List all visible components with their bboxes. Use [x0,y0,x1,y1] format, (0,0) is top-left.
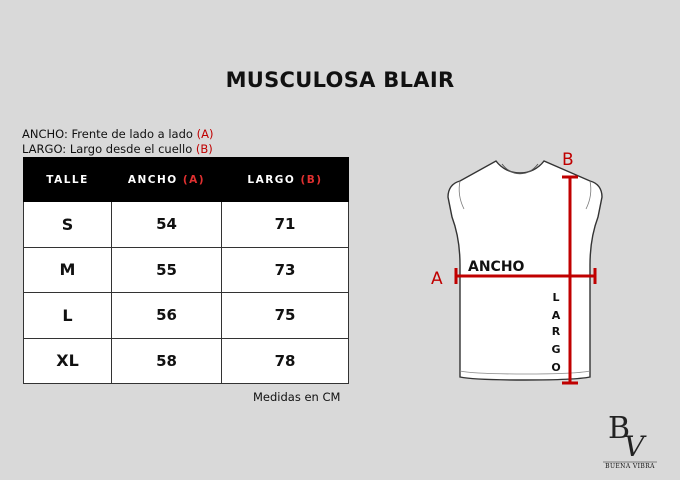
cell-ancho: 56 [112,293,222,339]
brand-caption: BUENA VIBRA [605,463,655,470]
table-header-row [24,158,349,202]
largo-letter: A [551,309,561,322]
legend-largo-text: LARGO: Largo desde el cuello [22,142,193,156]
cell-ancho: 58 [112,338,222,384]
cell-size: M [24,247,112,293]
legend-ancho-text: ANCHO: Frente de lado a lado [22,127,193,141]
cell-largo: 75 [222,293,349,339]
header-ancho [112,158,222,202]
ancho-label: ANCHO [468,259,525,275]
legend-ancho [22,127,213,142]
header-largo [222,158,349,202]
brand-monogram-icon [600,408,660,468]
largo-letter: R [551,325,561,338]
legend-ancho-mark: (A) [196,127,214,141]
legend-largo [22,142,213,157]
cell-ancho: 55 [112,247,222,293]
header-ancho-mark: (A) [182,173,206,186]
label-b: B [562,150,574,170]
table-row [24,202,349,248]
cell-size: XL [24,338,112,384]
cell-size: L [24,293,112,339]
cell-ancho: 54 [112,202,222,248]
table-row [24,338,349,384]
tank-top-diagram [420,145,620,390]
brand-logo [600,408,660,473]
svg-text:B: B [608,411,631,446]
cell-largo: 71 [222,202,349,248]
legend-largo-mark: (B) [195,142,213,156]
header-largo-label: LARGO [247,173,296,186]
cell-size: S [24,202,112,248]
units-note: Medidas en CM [253,390,341,404]
svg-text:V: V [624,430,645,463]
largo-letter: O [551,361,561,374]
header-talle: TALLE [24,158,112,202]
size-table [23,157,349,384]
header-largo-mark: (B) [300,173,323,186]
measurement-legend [22,127,213,157]
header-ancho-label: ANCHO [127,173,178,186]
table-row [24,293,349,339]
table-row [24,247,349,293]
page-title: MUSCULOSA BLAIR [225,68,455,92]
label-a: A [431,269,443,289]
largo-letter: G [551,343,561,356]
largo-letter: L [552,291,560,304]
cell-largo: 73 [222,247,349,293]
cell-largo: 78 [222,338,349,384]
